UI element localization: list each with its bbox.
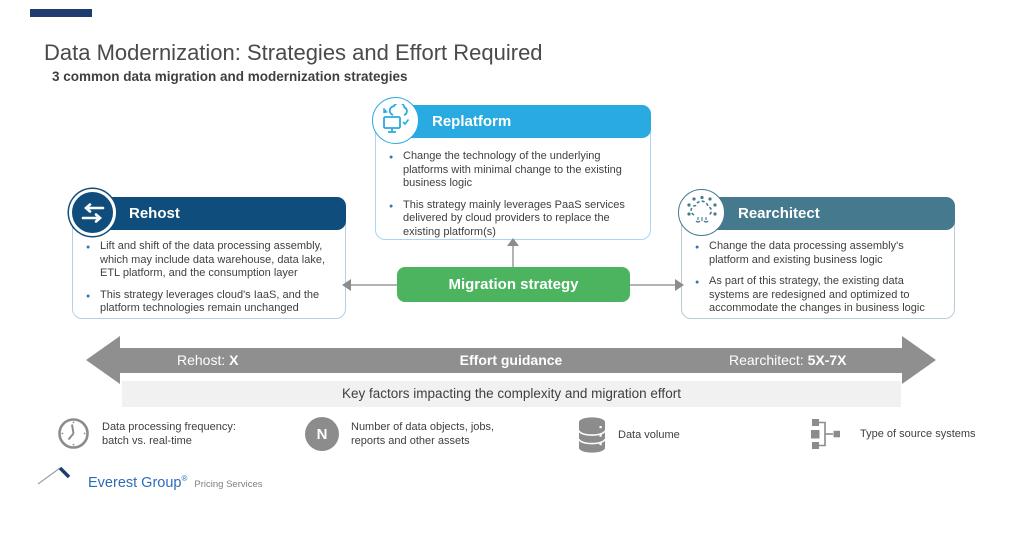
factor-label: Type of source systems	[860, 428, 976, 440]
brand-accent-bar	[30, 9, 92, 17]
brand-sub-label: Pricing Services	[194, 479, 263, 490]
arrowhead-up-icon	[507, 238, 519, 246]
arrowhead-right-icon	[675, 279, 684, 291]
rehost-card	[72, 197, 346, 319]
migration-strategy-box: Migration strategy	[397, 267, 630, 302]
effort-arrow-left-head-icon	[86, 336, 120, 384]
page-subtitle: 3 common data migration and modernization strategies	[52, 69, 408, 84]
replatform-card-header	[375, 105, 651, 138]
cloud-network-icon	[678, 189, 725, 236]
factor-data-volume	[578, 417, 680, 453]
cloud-monitor-icon	[372, 97, 419, 144]
brand-name: Everest Group®	[88, 474, 188, 491]
replatform-card	[375, 105, 651, 240]
replatform-card-title: Replatform	[432, 113, 512, 130]
swap-arrows-icon	[69, 189, 116, 236]
effort-arrow-right-head-icon	[902, 336, 936, 384]
bullet-item: ● As part of this strategy, the existing data systems are redesigned and optimized to accommodate the changes in business logic	[692, 275, 946, 316]
rehost-card-header	[72, 197, 346, 230]
connector-line-right	[630, 284, 675, 286]
key-factors-bar: Key factors impacting the complexity and migration effort	[122, 381, 901, 407]
registered-mark: ®	[181, 474, 188, 484]
brand-logo	[36, 464, 263, 491]
effort-guidance-arrow	[119, 348, 903, 373]
effort-label-center: Effort guidance	[459, 352, 563, 368]
factor-data-processing-frequency	[57, 417, 236, 450]
factor-label: Data volume	[618, 429, 680, 441]
factor-label: Number of data objects, jobs, reports and other assets	[351, 421, 495, 447]
rehost-card-title: Rehost	[129, 205, 180, 222]
arrowhead-left-icon	[342, 279, 351, 291]
bullet-item: ● This strategy leverages cloud's IaaS, and the platform technologies remain unchanged	[83, 289, 337, 316]
bullet-item: ● Change the data processing assembly's platform and existing business logic	[692, 240, 946, 267]
page-title: Data Modernization: Strategies and Effort Required	[44, 40, 543, 65]
connector-line-up	[512, 245, 514, 268]
clock-icon	[57, 417, 90, 450]
rearchitect-card-header	[681, 197, 955, 230]
effort-label-rearchitect: Rearchitect: 5X-7X	[729, 352, 847, 368]
effort-label-rehost: Rehost: X	[177, 352, 239, 368]
factor-source-systems	[810, 417, 976, 451]
rearchitect-card-title: Rearchitect	[738, 205, 820, 222]
connector-line-left	[350, 284, 397, 286]
n-circle-icon: N	[305, 417, 339, 451]
bullet-item: ● Lift and shift of the data processing assembly, which may include data warehouse, data lake, ETL platform, and the consumption layer	[83, 240, 337, 281]
bullet-item: ● This strategy mainly leverages PaaS services delivered by cloud providers to replace the existing platform(s)	[386, 199, 642, 240]
mountain-logo-icon	[36, 464, 84, 491]
bullet-item: ● Change the technology of the underlying platforms with minimal change to the existing business logic	[386, 150, 642, 191]
source-systems-icon	[810, 417, 848, 451]
database-icon	[578, 417, 606, 453]
factor-label: Data processing frequency: batch vs. real-time	[102, 420, 236, 447]
rearchitect-card	[681, 197, 955, 319]
factor-number-of-objects	[305, 417, 494, 451]
